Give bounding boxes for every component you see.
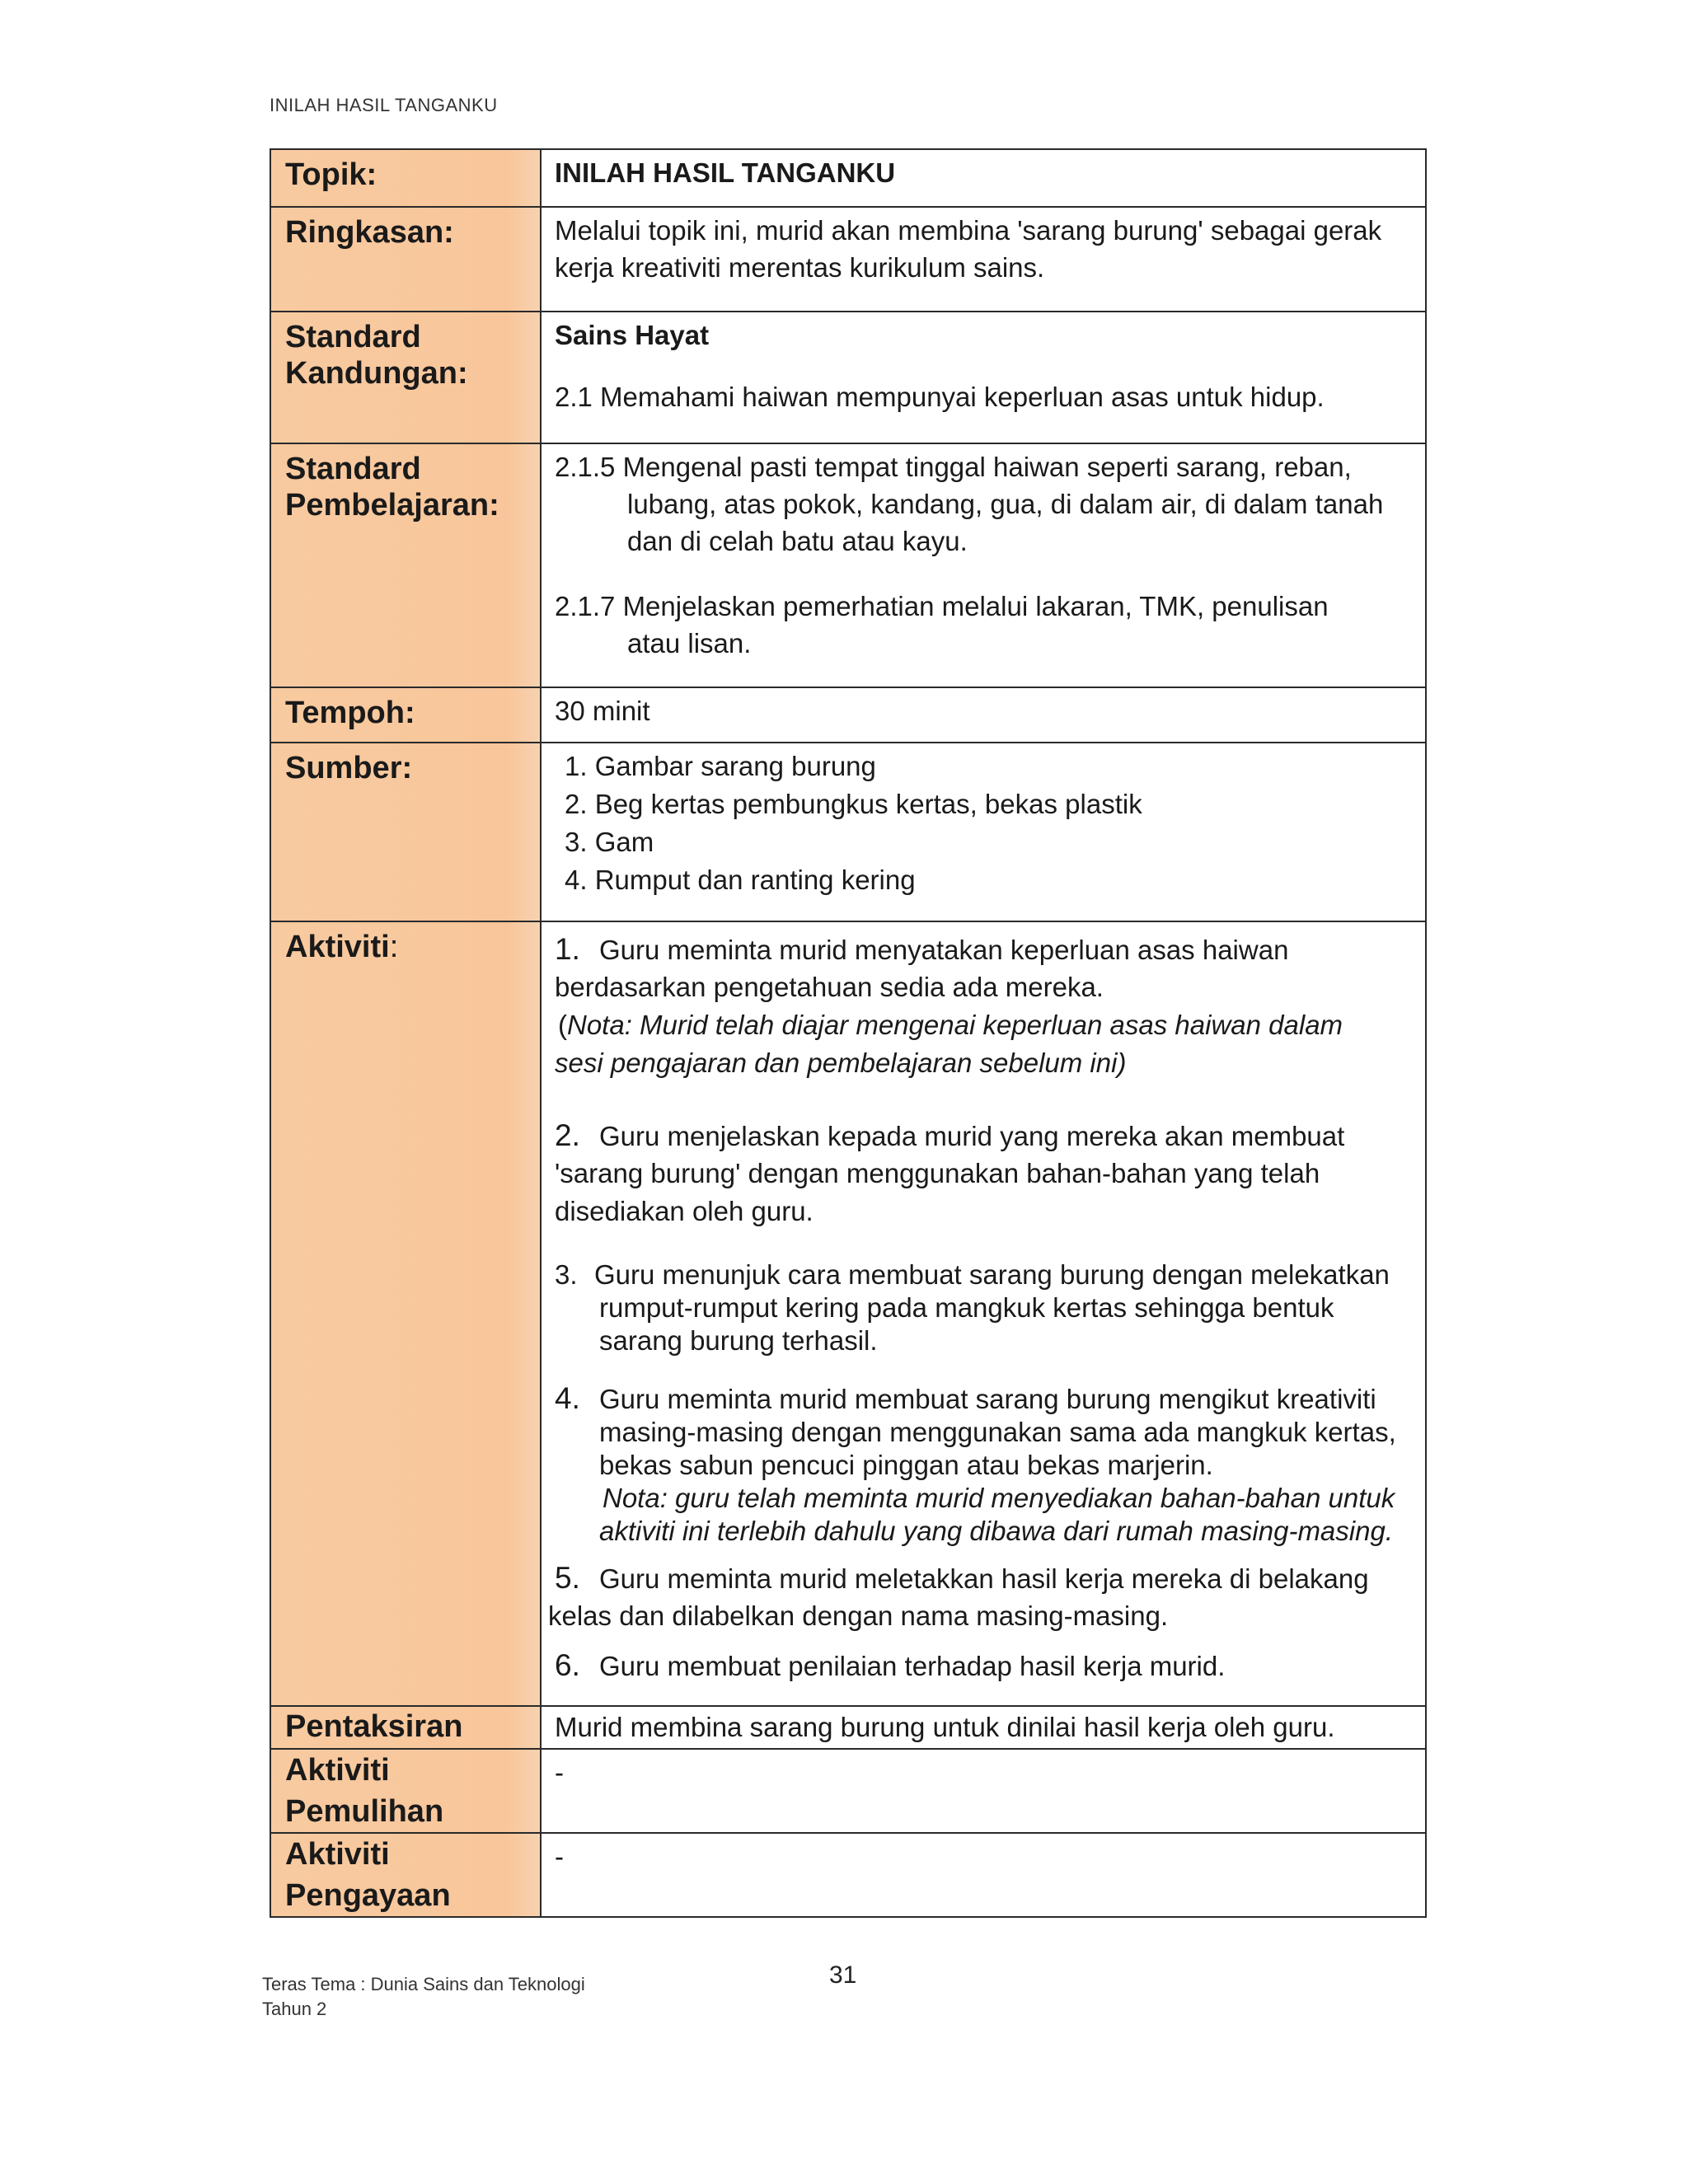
aktiviti-num: 2. xyxy=(555,1118,580,1152)
footer xyxy=(262,1972,585,2022)
label-aktiviti-pengayaan-1: Aktiviti xyxy=(285,1837,390,1872)
sp-item-2-1-7-line-2: atau lisan. xyxy=(627,628,752,658)
row-sumber xyxy=(270,743,1426,921)
sp-item-2-1-7 xyxy=(555,588,1414,662)
aktiviti-item-5 xyxy=(548,1559,1414,1635)
aktiviti-num: 3. xyxy=(555,1259,578,1290)
aktiviti-line xyxy=(555,1258,1414,1291)
value-standard-kandungan xyxy=(541,312,1426,443)
aktiviti-line: Guru membuat penilaian terhadap hasil kerja murid. xyxy=(599,1651,1226,1681)
sk-heading: Sains Hayat xyxy=(555,320,710,350)
aktiviti-line: Guru meminta murid menyatakan keperluan asas haiwan xyxy=(599,935,1289,965)
label-aktiviti-colon: : xyxy=(389,930,399,964)
row-ringkasan xyxy=(270,207,1426,312)
value-aktiviti-pengayaan: - xyxy=(541,1833,1426,1917)
value-ringkasan xyxy=(541,207,1426,312)
aktiviti-note-line: Nota: Murid telah diajar mengenai keperluan asas haiwan dalam xyxy=(567,1010,1343,1040)
aktiviti-line: disediakan oleh guru. xyxy=(555,1196,814,1226)
aktiviti-line: bekas sabun pencuci pinggan atau bekas marjerin. xyxy=(599,1450,1213,1480)
aktiviti-line xyxy=(555,1382,1414,1416)
aktiviti-num: 6. xyxy=(555,1648,580,1682)
label-aktiviti-pemulihan-1: Aktiviti xyxy=(285,1753,390,1788)
row-standard-pembelajaran xyxy=(270,443,1426,687)
aktiviti-note xyxy=(558,1006,1414,1044)
row-aktiviti xyxy=(270,921,1426,1706)
value-sumber xyxy=(541,743,1426,921)
sk-text: 2.1 Memahami haiwan mempunyai keperluan asas untuk hidup. xyxy=(555,382,1325,412)
ringkasan-line-2: kerja kreativiti merentas kurikulum sains. xyxy=(555,252,1045,283)
aktiviti-line: masing-masing dengan menggunakan sama ada mangkuk kertas, xyxy=(599,1417,1396,1447)
aktiviti-note-line: aktiviti ini terlebih dahulu yang dibawa dari rumah masing-masing. xyxy=(599,1516,1393,1546)
aktiviti-num: 5. xyxy=(555,1561,580,1595)
label-aktiviti-pemulihan-2: Pemulihan xyxy=(285,1794,444,1829)
label-aktiviti-pemulihan xyxy=(270,1749,541,1833)
sp-item-2-1-7-line-1: 2.1.7 Menjelaskan pemerhatian melalui lakaran, TMK, penulisan xyxy=(555,591,1329,621)
value-topik: INILAH HASIL TANGANKU xyxy=(541,149,1426,207)
sumber-list xyxy=(555,748,1414,899)
row-tempoh xyxy=(270,687,1426,743)
label-ringkasan: Ringkasan: xyxy=(270,207,541,312)
label-aktiviti xyxy=(270,921,541,1706)
label-aktiviti-pengayaan xyxy=(270,1833,541,1917)
aktiviti-line-text: Guru meminta murid membuat sarang burung mengikut kreativiti xyxy=(599,1384,1376,1414)
label-standard-kandungan-1: Standard xyxy=(285,320,421,354)
value-tempoh: 30 minit xyxy=(541,687,1426,743)
sumber-item: 4. Rumput dan ranting kering xyxy=(565,865,916,895)
aktiviti-note-line: Nota: guru telah meminta murid menyediakan bahan-bahan untuk xyxy=(603,1483,1395,1513)
label-aktiviti-text: Aktiviti xyxy=(285,930,390,964)
aktiviti-item-6 xyxy=(555,1647,1414,1685)
label-topik: Topik: xyxy=(270,149,541,207)
label-aktiviti-pengayaan-2: Pengayaan xyxy=(285,1878,451,1913)
sp-item-2-1-5-line-3: dan di celah batu atau kayu. xyxy=(627,526,968,556)
aktiviti-line: Guru meminta murid meletakkan hasil kerja mereka di belakang xyxy=(599,1563,1369,1594)
row-aktiviti-pengayaan xyxy=(270,1833,1426,1917)
footer-theme: Teras Tema : Dunia Sains dan Teknologi xyxy=(262,1974,585,1994)
label-standard-pembelajaran-2: Pembelajaran: xyxy=(285,488,499,523)
aktiviti-item-1 xyxy=(555,930,1414,1082)
label-standard-kandungan-2: Kandungan: xyxy=(285,356,468,391)
ringkasan-line-1: Melalui topik ini, murid akan membina 'sarang burung' sebagai gerak xyxy=(555,215,1382,246)
page-number: 31 xyxy=(829,1961,857,1989)
aktiviti-line: Guru menjelaskan kepada murid yang mereka akan membuat xyxy=(599,1121,1345,1151)
aktiviti-line: berdasarkan pengetahuan sedia ada mereka. xyxy=(555,972,1104,1002)
sp-item-2-1-5-line-2: lubang, atas pokok, kandang, gua, di dalam air, di dalam tanah xyxy=(627,489,1384,519)
row-standard-kandungan xyxy=(270,312,1426,443)
label-standard-kandungan xyxy=(270,312,541,443)
running-header: INILAH HASIL TANGANKU xyxy=(270,95,498,115)
row-aktiviti-pemulihan xyxy=(270,1749,1426,1833)
aktiviti-line: sarang burung terhasil. xyxy=(599,1325,878,1356)
aktiviti-line: 'sarang burung' dengan menggunakan bahan-bahan yang telah xyxy=(555,1158,1320,1188)
aktiviti-note-paren: ( xyxy=(558,1010,567,1040)
label-pentaksiran: Pentaksiran xyxy=(270,1706,541,1749)
label-standard-pembelajaran xyxy=(270,443,541,687)
label-tempoh: Tempoh: xyxy=(270,687,541,743)
value-pentaksiran: Murid membina sarang burung untuk dinilai hasil kerja oleh guru. xyxy=(541,1706,1426,1749)
sumber-item: 1. Gambar sarang burung xyxy=(565,751,876,781)
aktiviti-line: rumput-rumput kering pada mangkuk kertas sehingga bentuk xyxy=(599,1292,1334,1323)
aktiviti-num: 1. xyxy=(555,932,580,966)
aktiviti-item-3 xyxy=(555,1258,1414,1357)
sumber-item: 3. Gam xyxy=(565,827,654,857)
aktiviti-line-text: Guru menunjuk cara membuat sarang burung dengan melekatkan xyxy=(594,1259,1390,1290)
row-topik xyxy=(270,149,1426,207)
aktiviti-item-2 xyxy=(555,1117,1414,1230)
aktiviti-line: kelas dan dilabelkan dengan nama masing-masing. xyxy=(548,1601,1169,1631)
sp-item-2-1-5-line-1: 2.1.5 Mengenal pasti tempat tinggal haiwan seperti sarang, reban, xyxy=(555,452,1352,482)
label-standard-pembelajaran-1: Standard xyxy=(285,452,421,486)
value-aktiviti-pemulihan: - xyxy=(541,1749,1426,1833)
value-standard-pembelajaran xyxy=(541,443,1426,687)
label-sumber: Sumber: xyxy=(270,743,541,921)
aktiviti-item-4 xyxy=(555,1382,1414,1548)
aktiviti-num: 4. xyxy=(555,1381,580,1415)
row-pentaksiran xyxy=(270,1706,1426,1749)
aktiviti-note-line: sesi pengajaran dan pembelajaran sebelum ini) xyxy=(555,1047,1127,1078)
footer-year: Tahun 2 xyxy=(262,1999,327,2019)
sp-item-2-1-5 xyxy=(555,448,1414,560)
value-aktiviti xyxy=(541,921,1426,1706)
sumber-item: 2. Beg kertas pembungkus kertas, bekas plastik xyxy=(565,789,1142,819)
lesson-plan-table xyxy=(270,148,1427,1918)
